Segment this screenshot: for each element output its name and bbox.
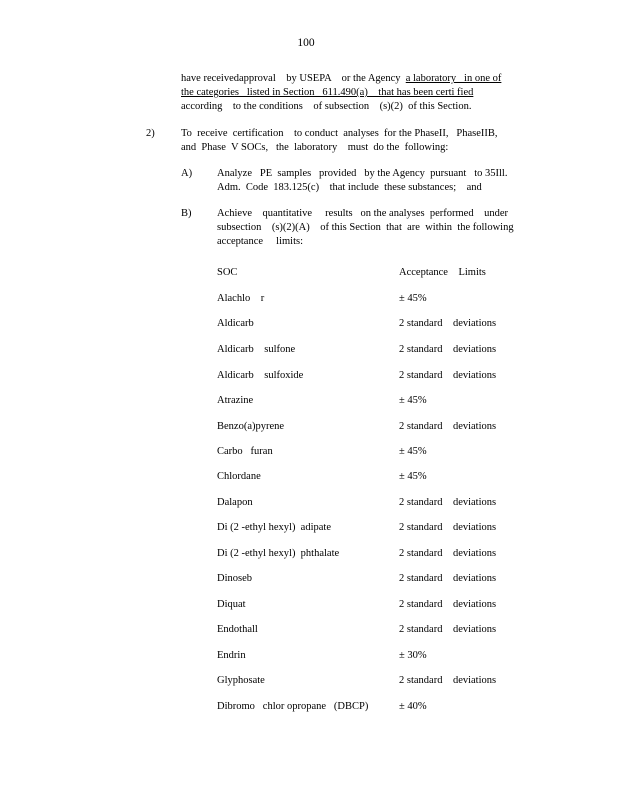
table-row-name: Atrazine bbox=[217, 395, 254, 406]
table-row-name: Benzo(a)pyrene bbox=[217, 421, 285, 432]
table-row-limit: ± 40% bbox=[399, 701, 427, 712]
table-row-limit: 2 standard deviations bbox=[399, 599, 497, 610]
table-row-limit: ± 30% bbox=[399, 650, 427, 661]
table-row-limit: 2 standard deviations bbox=[399, 344, 497, 355]
table-row-limit: ± 45% bbox=[399, 471, 427, 482]
table-row-name: Dinoseb bbox=[217, 573, 252, 584]
table-row-name: Endothall bbox=[217, 624, 258, 635]
item-2-text bbox=[181, 127, 498, 155]
table-row-limit: 2 standard deviations bbox=[399, 370, 497, 381]
table-row-limit: 2 standard deviations bbox=[399, 624, 497, 635]
item-b-line-3: acceptance limits: bbox=[217, 236, 304, 247]
paragraph-line-1-plain: have receivedapproval by USEPA or the Agency bbox=[181, 73, 406, 84]
table-row-name: Endrin bbox=[217, 650, 246, 661]
table-row-name: Glyphosate bbox=[217, 675, 265, 686]
table-row-name: Aldicarb sulfoxide bbox=[217, 370, 304, 381]
item-b-marker: B) bbox=[181, 208, 192, 219]
item-2-line-2: and Phase V SOCs, the laboratory must do the following: bbox=[181, 142, 449, 153]
table-row-name: Alachlo r bbox=[217, 293, 265, 304]
item-b-line-2: subsection (s)(2)(A) of this Section that are within the following bbox=[217, 222, 514, 233]
table-row-name: Dalapon bbox=[217, 497, 253, 508]
table-row-limit: 2 standard deviations bbox=[399, 573, 497, 584]
table-row-limit: ± 45% bbox=[399, 446, 427, 457]
paragraph-line-3: according to the conditions of subsection (s)(2) of this Section. bbox=[181, 101, 472, 112]
item-b-line-1: Achieve quantitative results on the analyses performed under bbox=[217, 208, 508, 219]
paragraph-line-2: the categories listed in Section 611.490(a) that has been certi fied bbox=[181, 87, 474, 98]
table-row-name: Aldicarb sulfone bbox=[217, 344, 296, 355]
item-a-line-1: Analyze PE samples provided by the Agency pursuant to 35Ill. bbox=[217, 168, 508, 179]
item-2-line-1: To receive certification to conduct analyses for the PhaseII, PhaseIIB, bbox=[181, 128, 498, 139]
paragraph-line-1 bbox=[181, 72, 501, 86]
paragraph-line-1-underlined: a laboratory in one of bbox=[405, 73, 502, 84]
continuation-paragraph bbox=[181, 72, 501, 114]
table-row-name: Chlordane bbox=[217, 471, 261, 482]
table-row-limit: 2 standard deviations bbox=[399, 548, 497, 559]
table-row-limit: 2 standard deviations bbox=[399, 675, 497, 686]
table-row-limit: 2 standard deviations bbox=[399, 318, 497, 329]
table-row-name: Aldicarb bbox=[217, 318, 254, 329]
page-number: 100 bbox=[297, 37, 315, 49]
table-row-limit: 2 standard deviations bbox=[399, 522, 497, 533]
table-row-name: Diquat bbox=[217, 599, 246, 610]
item-a-text bbox=[217, 167, 507, 195]
table-row-limit: ± 45% bbox=[399, 293, 427, 304]
table-header-limits: Acceptance Limits bbox=[399, 267, 486, 278]
item-a-line-2: Adm. Code 183.125(c) that include these substances; and bbox=[217, 182, 482, 193]
item-2-marker: 2) bbox=[146, 128, 155, 139]
table-row-name: Carbo furan bbox=[217, 446, 273, 457]
table-row-limit: 2 standard deviations bbox=[399, 421, 497, 432]
table-row-name: Di (2 -ethyl hexyl) phthalate bbox=[217, 548, 340, 559]
table-row-limit: 2 standard deviations bbox=[399, 497, 497, 508]
table-header-soc: SOC bbox=[217, 267, 238, 278]
item-a-marker: A) bbox=[181, 168, 193, 179]
table-row-limit: ± 45% bbox=[399, 395, 427, 406]
table-row-name: Di (2 -ethyl hexyl) adipate bbox=[217, 522, 332, 533]
item-b-text bbox=[217, 207, 514, 249]
table-row-name: Dibromo chlor opropane (DBCP) bbox=[217, 701, 369, 712]
